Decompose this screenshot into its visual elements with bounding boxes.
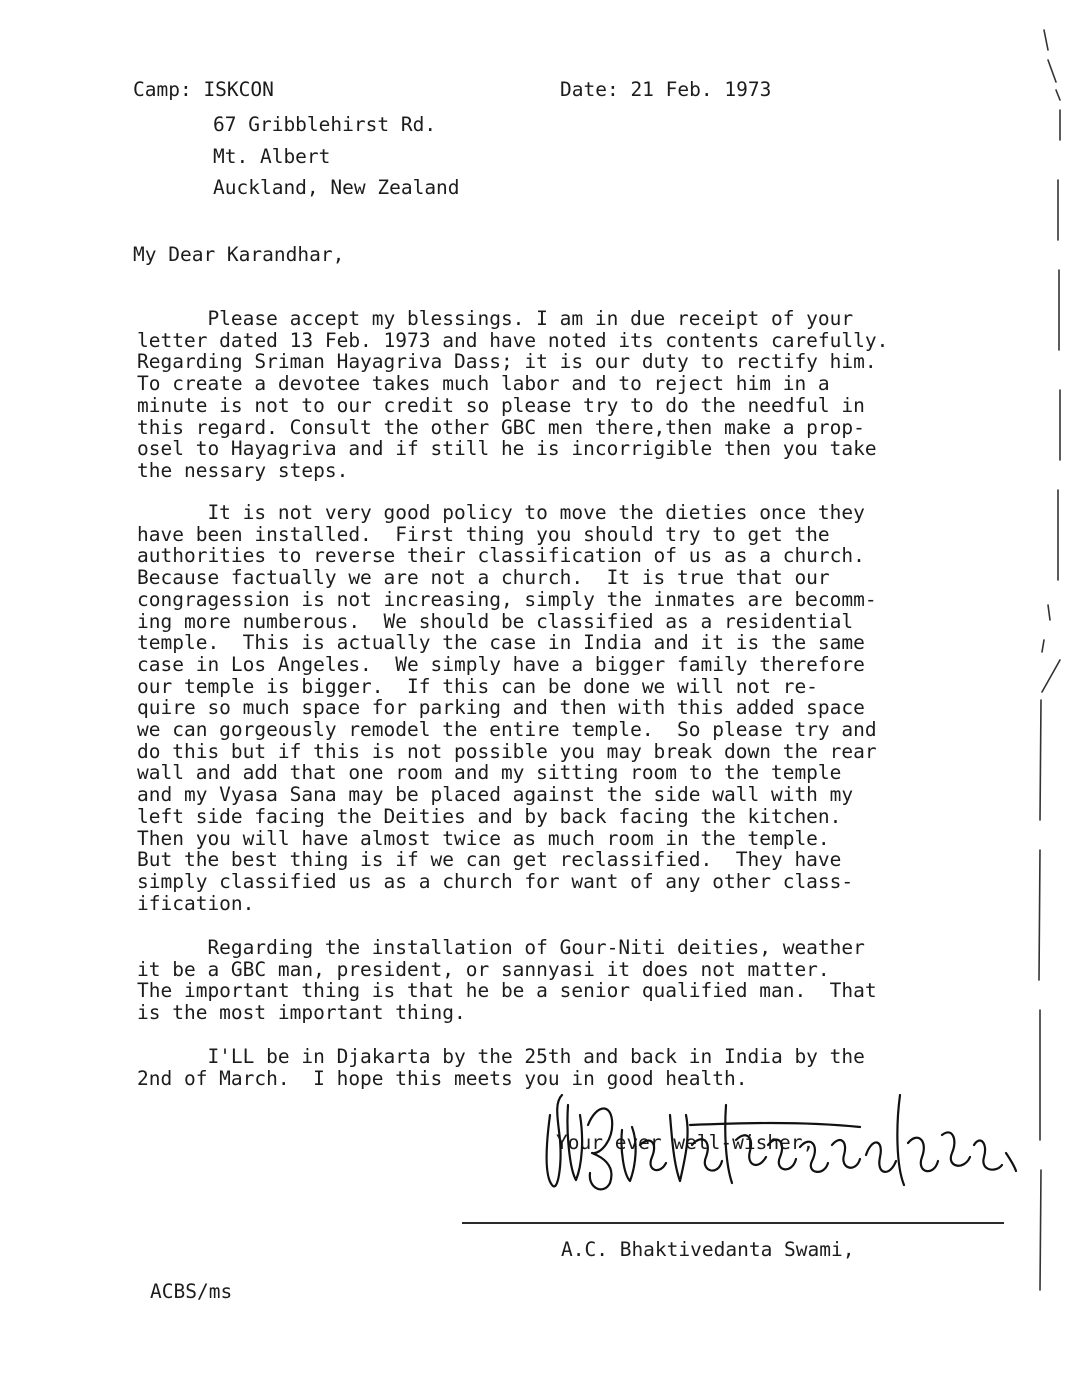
paragraph-1 <box>137 308 997 482</box>
paragraph-line: is the most important thing. <box>137 1001 466 1025</box>
paragraph-line: I'LL be in Djakarta by the 25th and back in India by the <box>137 1045 865 1068</box>
paragraph-line: this regard. Consult the other GBC men there,then make a prop- <box>137 415 865 439</box>
reference-initials: ACBS/ms <box>150 1280 233 1303</box>
paragraph-line: Because factually we are not a church. It is true that our <box>137 566 830 590</box>
paragraph-2 <box>137 502 997 914</box>
paragraph-line: Then you will have almost twice as much room in the temple. <box>137 826 830 850</box>
paragraph-3 <box>137 937 997 1024</box>
paragraph-line: congragession is not increasing, simply the inmates are becomm- <box>137 587 877 611</box>
paragraph-line: authorities to reverse their classification of us as a church. <box>137 544 865 568</box>
paragraph-line: case in Los Angeles. We simply have a bigger family therefore <box>137 652 865 676</box>
address-line-3: Auckland, New Zealand <box>213 176 460 199</box>
paragraph-line: simply classified us as a church for want of any other class- <box>137 869 854 893</box>
paragraph-line: ification. <box>137 891 255 915</box>
paragraph-line: osel to Hayagriva and if still he is incorrigible then you take <box>137 437 877 461</box>
paragraph-line: we can gorgeously remodel the entire temple. So please try and <box>137 718 877 742</box>
paragraph-line: Please accept my blessings. I am in due receipt of your <box>137 307 854 330</box>
paragraph-line: Regarding Sriman Hayagriva Dass; it is our duty to rectify him. <box>137 350 877 374</box>
closing: Your ever well-wisher, <box>556 1131 815 1154</box>
paragraph-line: 2nd of March. I hope this meets you in good health. <box>137 1066 748 1090</box>
paragraph-line: It is not very good policy to move the dieties once they <box>137 501 865 524</box>
paragraph-line: have been installed. First thing you should try to get the <box>137 522 830 546</box>
paragraph-line: wall and add that one room and my sitting room to the temple <box>137 761 842 785</box>
paragraph-line: our temple is bigger. If this can be done we will not re- <box>137 674 818 698</box>
typed-name: A.C. Bhaktivedanta Swami, <box>561 1238 855 1261</box>
paragraph-line: But the best thing is if we can get reclassified. They have <box>137 848 842 872</box>
paragraph-line: ing more numberous. We should be classified as a residential <box>137 609 854 633</box>
paragraph-line: Regarding the installation of Gour-Niti deities, weather <box>137 936 865 959</box>
paragraph-4 <box>137 1046 997 1089</box>
paragraph-line: it be a GBC man, president, or sannyasi it does not matter. <box>137 957 830 981</box>
scan-edge-marks <box>1030 20 1080 1320</box>
paragraph-line: quire so much space for parking and then with this added space <box>137 696 865 720</box>
paragraph-line: the nessary steps. <box>137 458 349 482</box>
paragraph-line: and my Vyasa Sana may be placed against the side wall with my <box>137 783 854 807</box>
paragraph-line: left side facing the Deities and by back facing the kitchen. <box>137 804 842 828</box>
date-label: Date: 21 Feb. 1973 <box>560 78 772 101</box>
paragraph-line: do this but if this is not possible you may break down the rear <box>137 739 877 763</box>
salutation: My Dear Karandhar, <box>133 243 345 266</box>
paragraph-line: To create a devotee takes much labor and to reject him in a <box>137 372 830 396</box>
paragraph-line: letter dated 13 Feb. 1973 and have noted its contents carefully. <box>137 328 889 352</box>
address-line-2: Mt. Albert <box>213 145 331 168</box>
paragraph-line: temple. This is actually the case in India and it is the same <box>137 631 865 655</box>
address-line-1: 67 Gribblehirst Rd. <box>213 113 437 136</box>
camp-label: Camp: ISKCON <box>133 78 274 101</box>
paragraph-line: The important thing is that he be a senior qualified man. That <box>137 979 877 1003</box>
paragraph-line: minute is not to our credit so please try to do the needful in <box>137 393 865 417</box>
handwritten-signature <box>540 1085 1020 1215</box>
signature-rule <box>462 1222 1004 1224</box>
